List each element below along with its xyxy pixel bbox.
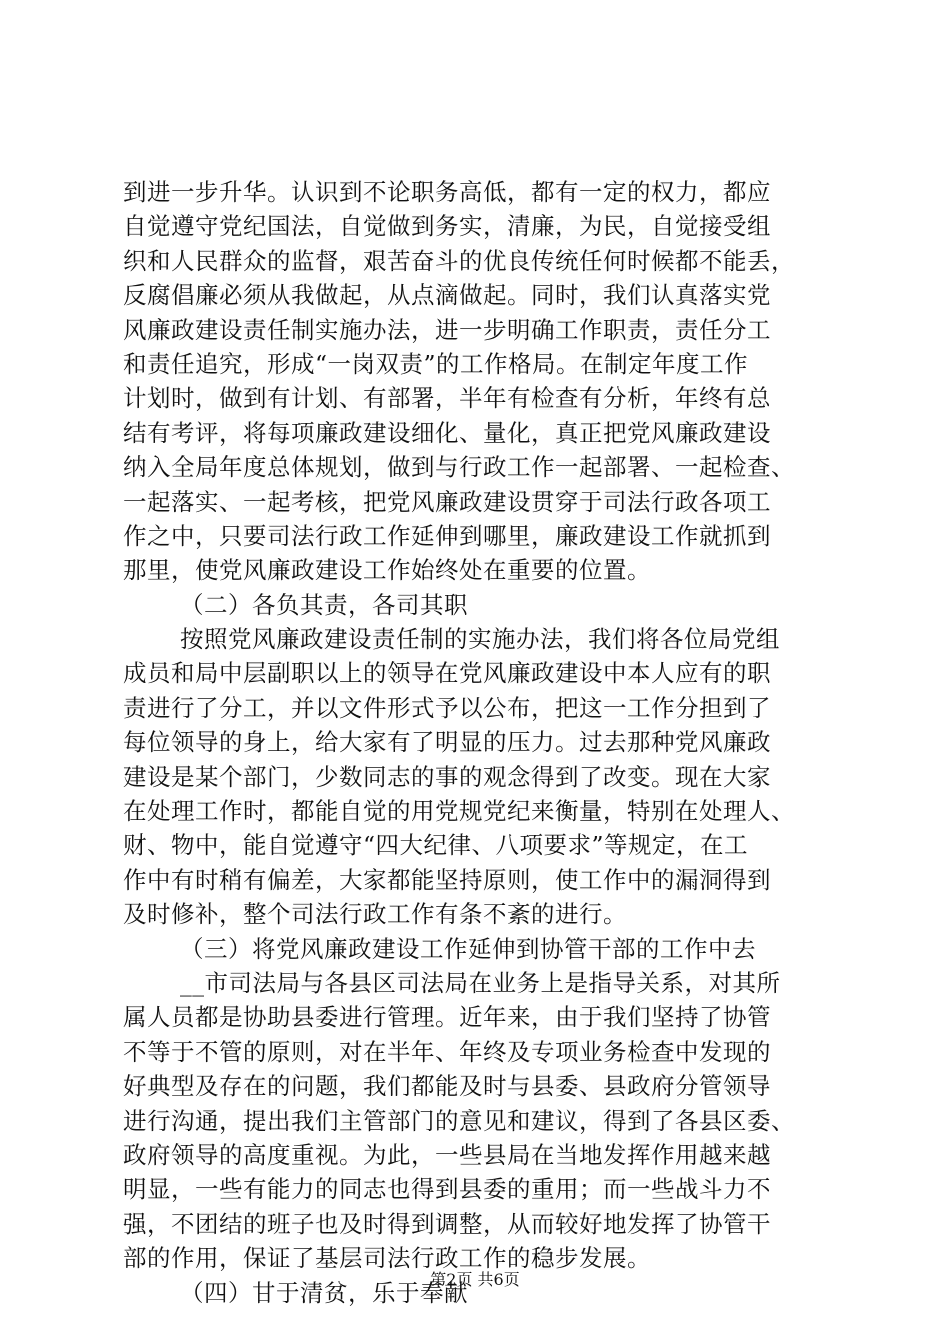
paragraph-line: 及时修补，整个司法行政工作有条不紊的进行。 [123,900,627,929]
paragraph-line: 织和人民群众的监督，艰苦奋斗的优良传统任何时候都不能丢， [123,246,795,275]
paragraph-line: 和责任追究，形成“一岗双责”的工作格局。在制定年度工作 [123,349,749,378]
paragraph-line: 财、物中，能自觉遵守“四大纪律、八项要求”等规定，在工 [123,831,749,860]
paragraph-line: __市司法局与各县区司法局在业务上是指导关系，对其所 [180,968,781,997]
paragraph-line: 在处理工作时，都能自觉的用党规党纪来衡量，特别在处理人、 [123,797,795,826]
section-heading: （二）各负其责，各司其职 [180,590,468,619]
paragraph-line: 部的作用，保证了基层司法行政工作的稳步发展。 [123,1244,651,1273]
paragraph-line: 作之中，只要司法行政工作延伸到哪里，廉政建设工作就抓到 [123,521,771,550]
section-heading: （三）将党风廉政建设工作延伸到协管干部的工作中去 [180,934,756,963]
paragraph-line: 建设是某个部门，少数同志的事的观念得到了改变。现在大家 [123,762,771,791]
paragraph-line: 不等于不管的原则，对在半年、年终及专项业务检查中发现的 [123,1037,771,1066]
paragraph-line: 按照党风廉政建设责任制的实施办法，我们将各位局党组 [180,625,780,654]
paragraph-line: 作中有时稍有偏差，大家都能坚持原则，使工作中的漏洞得到 [123,865,771,894]
paragraph-line: 明显，一些有能力的同志也得到县委的重用；而一些战斗力不 [123,1175,771,1204]
paragraph-line: 纳入全局年度总体规划，做到与行政工作一起部署、一起检查、 [123,453,795,482]
paragraph-line: 风廉政建设责任制实施办法，进一步明确工作职责，责任分工 [123,315,771,344]
paragraph-line: 每位领导的身上，给大家有了明显的压力。过去那种党风廉政 [123,728,771,757]
paragraph-line: 强，不团结的班子也及时得到调整，从而较好地发挥了协管干 [123,1209,771,1238]
paragraph-line: 进行沟通，提出我们主管部门的意见和建议，得到了各县区委、 [123,1106,795,1135]
document-body [123,175,843,1310]
paragraph-line: 到进一步升华。认识到不论职务高低，都有一定的权力，都应 [123,178,771,206]
paragraph-line: 计划时，做到有计划、有部署，半年有检查有分析，年终有总 [123,384,771,413]
paragraph-line: 属人员都是协助县委进行管理。近年来，由于我们坚持了协管 [123,1003,771,1032]
paragraph-line: 结有考评，将每项廉政建设细化、量化，真正把党风廉政建设 [123,418,771,447]
paragraph-line: 那里，使党风廉政建设工作始终处在重要的位置。 [123,556,651,585]
paragraph-line: 反腐倡廉必须从我做起，从点滴做起。同时，我们认真落实党 [123,281,771,310]
paragraph-line: 一起落实、一起考核，把党风廉政建设贯穿于司法行政各项工 [123,487,771,516]
paragraph-line: 责进行了分工，并以文件形式予以公布，把这一工作分担到了 [123,693,771,722]
paragraph-line: 好典型及存在的问题，我们都能及时与县委、县政府分管领导 [123,1072,771,1101]
paragraph-line: 政府领导的高度重视。为此，一些县局在当地发挥作用越来越 [123,1140,771,1169]
paragraph-line: 成员和局中层副职以上的领导在党风廉政建设中本人应有的职 [123,659,771,688]
section-heading: （四）甘于清贫，乐于奉献 [180,1278,468,1307]
page-footer: 第2页 共6页 [430,1270,520,1289]
paragraph-line: 自觉遵守党纪国法，自觉做到务实，清廉，为民，自觉接受组 [123,212,771,241]
